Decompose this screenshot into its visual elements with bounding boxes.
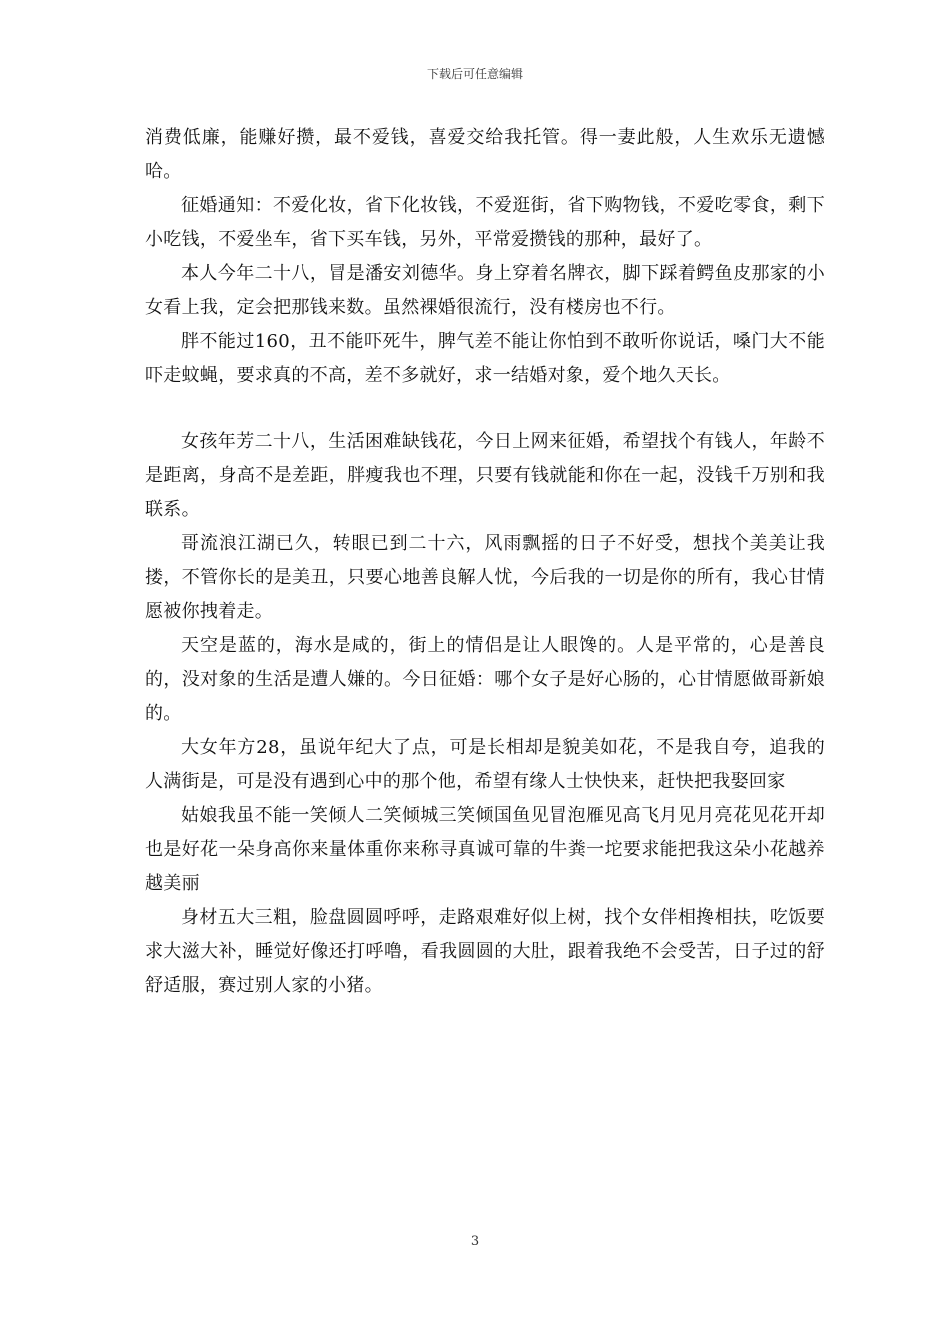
paragraph-8: 大女年方28，虽说年纪大了点，可是长相却是貌美如花，不是我自夸，追我的人满街是，可是没有遇到心中的那个他，希望有缘人士快快来，赶快把我娶回家 [145, 737, 825, 792]
page-header: 下载后可任意编辑 [426, 67, 523, 81]
paragraph-1: 消费低廉，能赚好攒，最不爱钱，喜爱交给我托管。得一妻此般，人生欢乐无遗憾哈。 [145, 127, 825, 182]
paragraph-4: 胖不能过160，丑不能吓死牛，脾气差不能让你怕到不敢听你说话，嗓门大不能吓走蚊蝇，要求真的不高，差不多就好，求一结婚对象，爱个地久天长。 [145, 331, 825, 386]
paragraph-10: 身材五大三粗，脸盘圆圆呼呼，走路艰难好似上树，找个女伴相搀相扶，吃饭要求大滋大补，睡觉好像还打呼噜，看我圆圆的大肚，跟着我绝不会受苦，日子过的舒舒适服，赛过别人家的小猪。 [145, 907, 825, 996]
paragraph-6: 哥流浪江湖已久，转眼已到二十六，风雨飘摇的日子不好受，想找个美美让我搂，不管你长的是美丑，只要心地善良解人忧，今后我的一切是你的所有，我心甘情愿被你拽着走。 [145, 533, 825, 622]
paragraph-2: 征婚通知：不爱化妆，省下化妆钱，不爱逛街，省下购物钱，不爱吃零食，剩下小吃钱，不爱坐车，省下买车钱，另外，平常爱攒钱的那种，最好了。 [145, 195, 825, 250]
document-body [145, 121, 825, 1003]
paragraph-9: 姑娘我虽不能一笑倾人二笑倾城三笑倾国鱼见冒泡雁见高飞月见月亮花见花开却也是好花一朵身高你来量体重你来称寻真诚可靠的牛粪一坨要求能把我这朵小花越养越美丽 [145, 805, 825, 894]
paragraph-gap [145, 393, 825, 425]
page-number: 3 [470, 1234, 480, 1249]
paragraph-3: 本人今年二十八，冒是潘安刘德华。身上穿着名牌衣，脚下踩着鳄鱼皮那家的小女看上我，定会把那钱来数。虽然裸婚很流行，没有楼房也不行。 [145, 263, 825, 318]
paragraph-7: 天空是蓝的，海水是咸的，街上的情侣是让人眼馋的。人是平常的，心是善良的，没对象的生活是遭人嫌的。今日征婚：哪个女子是好心肠的，心甘情愿做哥新娘的。 [145, 635, 825, 724]
paragraph-5: 女孩年芳二十八，生活困难缺钱花，今日上网来征婚，希望找个有钱人，年龄不是距离，身高不是差距，胖瘦我也不理，只要有钱就能和你在一起，没钱千万别和我联系。 [145, 431, 825, 520]
